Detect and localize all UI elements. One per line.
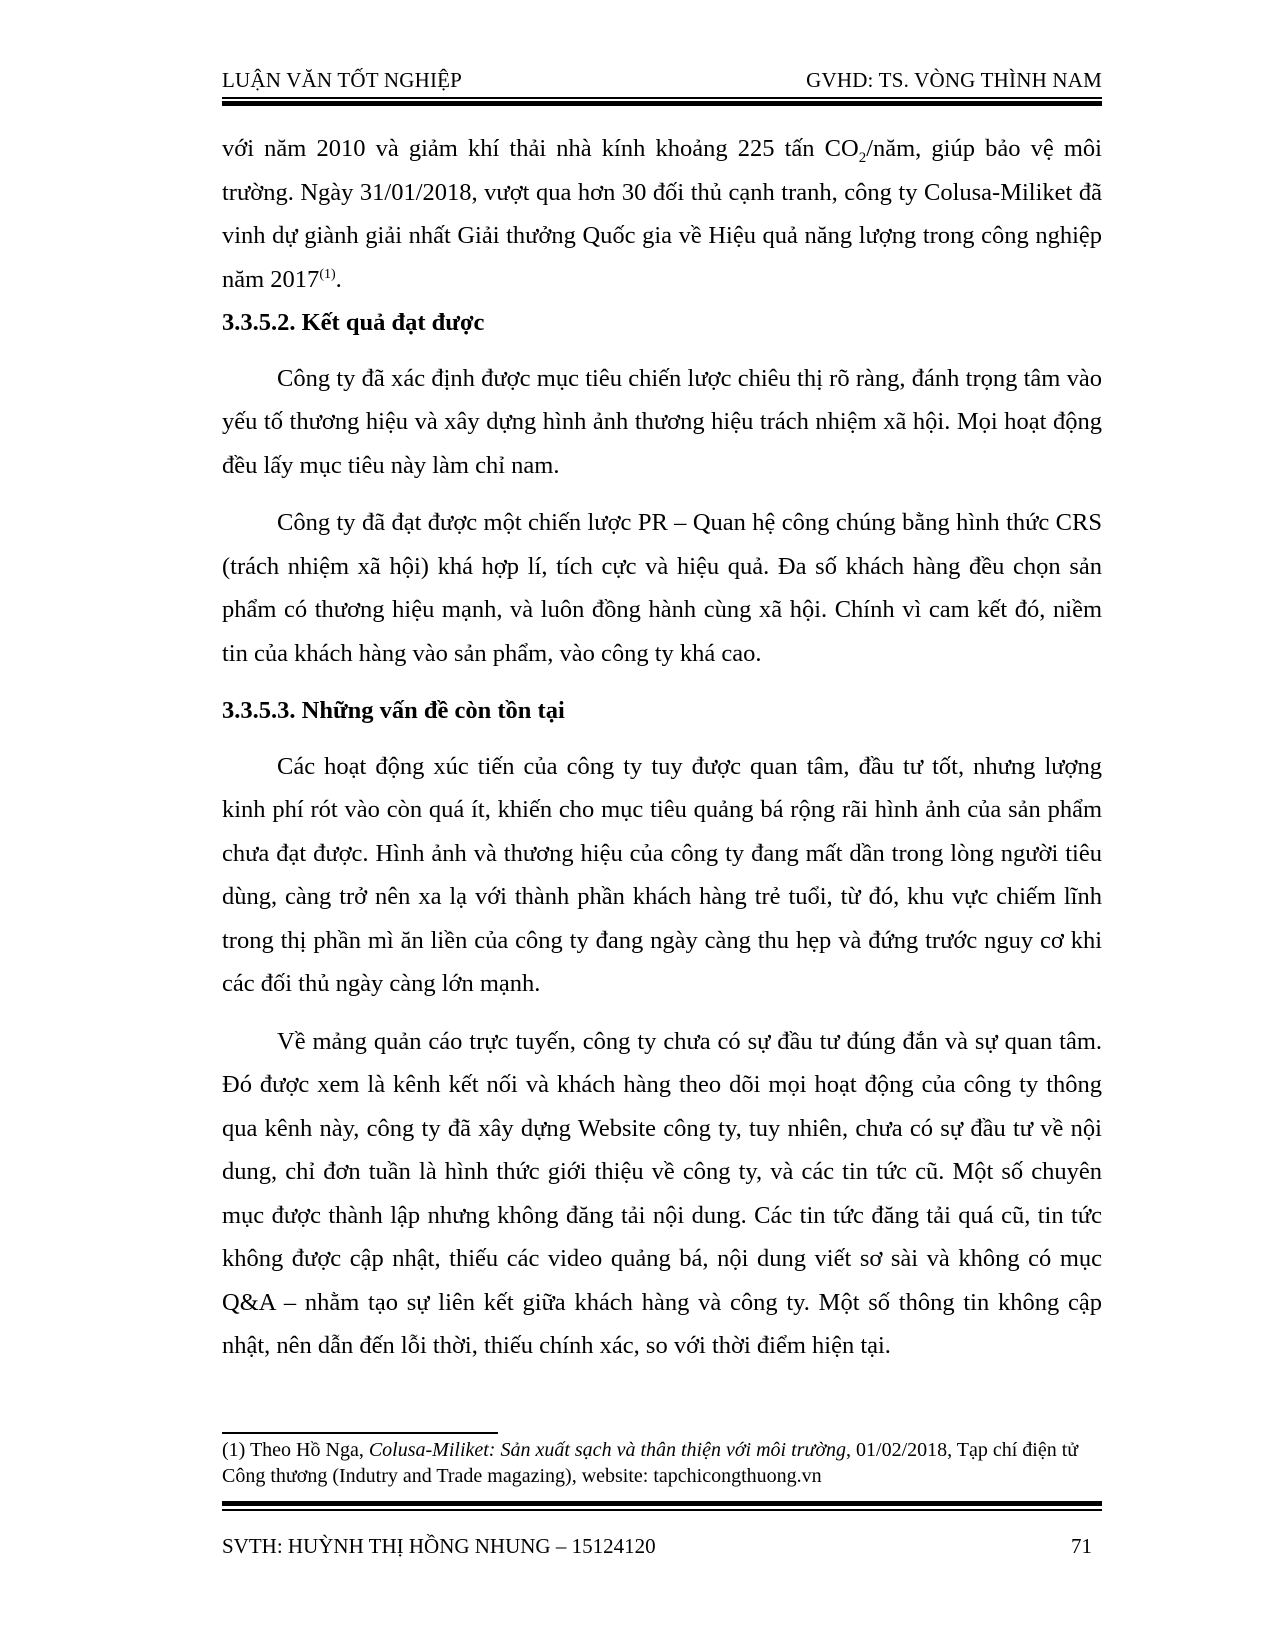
spacer (222, 1006, 1102, 1020)
issues-paragraph-2: Về mảng quản cáo trực tuyến, công ty chưa có sự đầu tư đúng đắn và sự quan tâm. Đó được xem là kênh kết nối và khách hàng theo dõi mọi hoạt động của công ty thông qua kênh này, công ty đã xây dựng Website công ty, tuy nhiên, chưa có sự đầu tư về nội dung, chỉ đơn tuần là hình thức giới thiệu về công ty, và các tin tức cũ. Một số chuyên mục được thành lập nhưng không đăng tải nội dung. Các tin tức đăng tải quá cũ, tin tức không được cập nhật, thiếu các video quảng bá, nội dung viết sơ sài và không có mục Q&A – nhằm tạo sự liên kết giữa khách hàng và công ty. Một số thông tin không cập nhật, nên dẫn đến lỗi thời, thiếu chính xác, so với thời điểm hiện tại. (222, 1027, 1102, 1359)
main-content (222, 127, 1102, 1368)
intro-text-part-2: /năm, giúp bảo vệ môi trường. Ngày 31/01/2018, vượt qua hơn 30 đối thủ cạnh tranh, công ty Colusa-Miliket đã vinh dự giành giải nhất Giải thưởng Quốc gia về Hiệu quả năng lượng trong công nghiệp năm 2017 (222, 135, 1102, 293)
header-supervisor: GVHD: TS. VÒNG THÌNH NAM (806, 68, 1102, 92)
footer-student-info: SVTH: HUỲNH THỊ HỒNG NHUNG – 15124120 (222, 1534, 656, 1558)
intro-paragraph (222, 127, 1102, 301)
header-rule-thin (222, 97, 1102, 99)
footnote-article-title: Colusa-Miliket: Sản xuất sạch và thân thiện với môi trường (368, 1439, 847, 1461)
issues-paragraph-1: Các hoạt động xúc tiến của công ty tuy được quan tâm, đầu tư tốt, nhưng lượng kinh phí rót vào còn quá ít, khiến cho mục tiêu quảng bá rộng rãi hình ảnh của sản phẩm chưa đạt được. Hình ảnh và thương hiệu của công ty đang mất dần trong lòng người tiêu dùng, càng trở nên xa lạ với thành phần khách hàng trẻ tuổi, từ đó, khu vực chiếm lĩnh trong thị phần mì ăn liền của công ty đang ngày càng thu hẹp và đứng trước nguy cơ khi các đối thủ ngày càng lớn mạnh. (222, 752, 1102, 997)
intro-text-end: . (335, 265, 342, 293)
co2-subscript: 2 (858, 149, 867, 166)
section-heading-issues: 3.3.5.3. Những vấn đề còn tồn tại (222, 697, 565, 724)
spacer (222, 733, 1102, 745)
section-heading-results: 3.3.5.2. Kết quả đạt được (222, 309, 485, 336)
spacer (222, 675, 1102, 689)
results-paragraph-1: Công ty đã xác định được mục tiêu chiến lược chiêu thị rõ ràng, đánh trọng tâm vào yếu tố thương hiệu và xây dựng hình ảnh thương hiệu trách nhiệm xã hội. Mọi hoạt động đều lấy mục tiêu này làm chỉ nam. (222, 364, 1102, 479)
footnote-separator (222, 1432, 498, 1434)
page-number: 71 (1071, 1534, 1092, 1558)
footnote-reference: (1) (319, 266, 336, 282)
footer-rule-thin (222, 1509, 1102, 1511)
footer-rule-thick (222, 1501, 1102, 1506)
intro-text-part-1: với năm 2010 và giảm khí thải nhà kính khoảng 225 tấn CO (222, 135, 859, 162)
spacer (222, 487, 1102, 501)
page-header (222, 64, 1102, 96)
footnote-marker: (1) Theo Hồ Nga, (222, 1439, 369, 1461)
header-thesis-label: LUẬN VĂN TỐT NGHIỆP (222, 68, 463, 92)
page-footer (222, 1530, 1102, 1562)
spacer (222, 345, 1102, 357)
results-paragraph-2: Công ty đã đạt được một chiến lược PR – Quan hệ công chúng bằng hình thức CRS (trách nhiệm xã hội) khá hợp lí, tích cực và hiệu quả. Đa số khách hàng đều chọn sản phẩm có thương hiệu mạnh, và luôn đồng hành cùng xã hội. Chính vì cam kết đó, niềm tin của khách hàng vào sản phẩm, vào công ty khá cao. (222, 509, 1102, 667)
footnote (222, 1437, 1102, 1489)
footnote-source: , 01/02/2018, Tạp chí điện tử Công thương (Indutry and Trade magazing), website: tapchicongthuong.vn (222, 1439, 1079, 1487)
header-rule-thick (222, 101, 1102, 106)
